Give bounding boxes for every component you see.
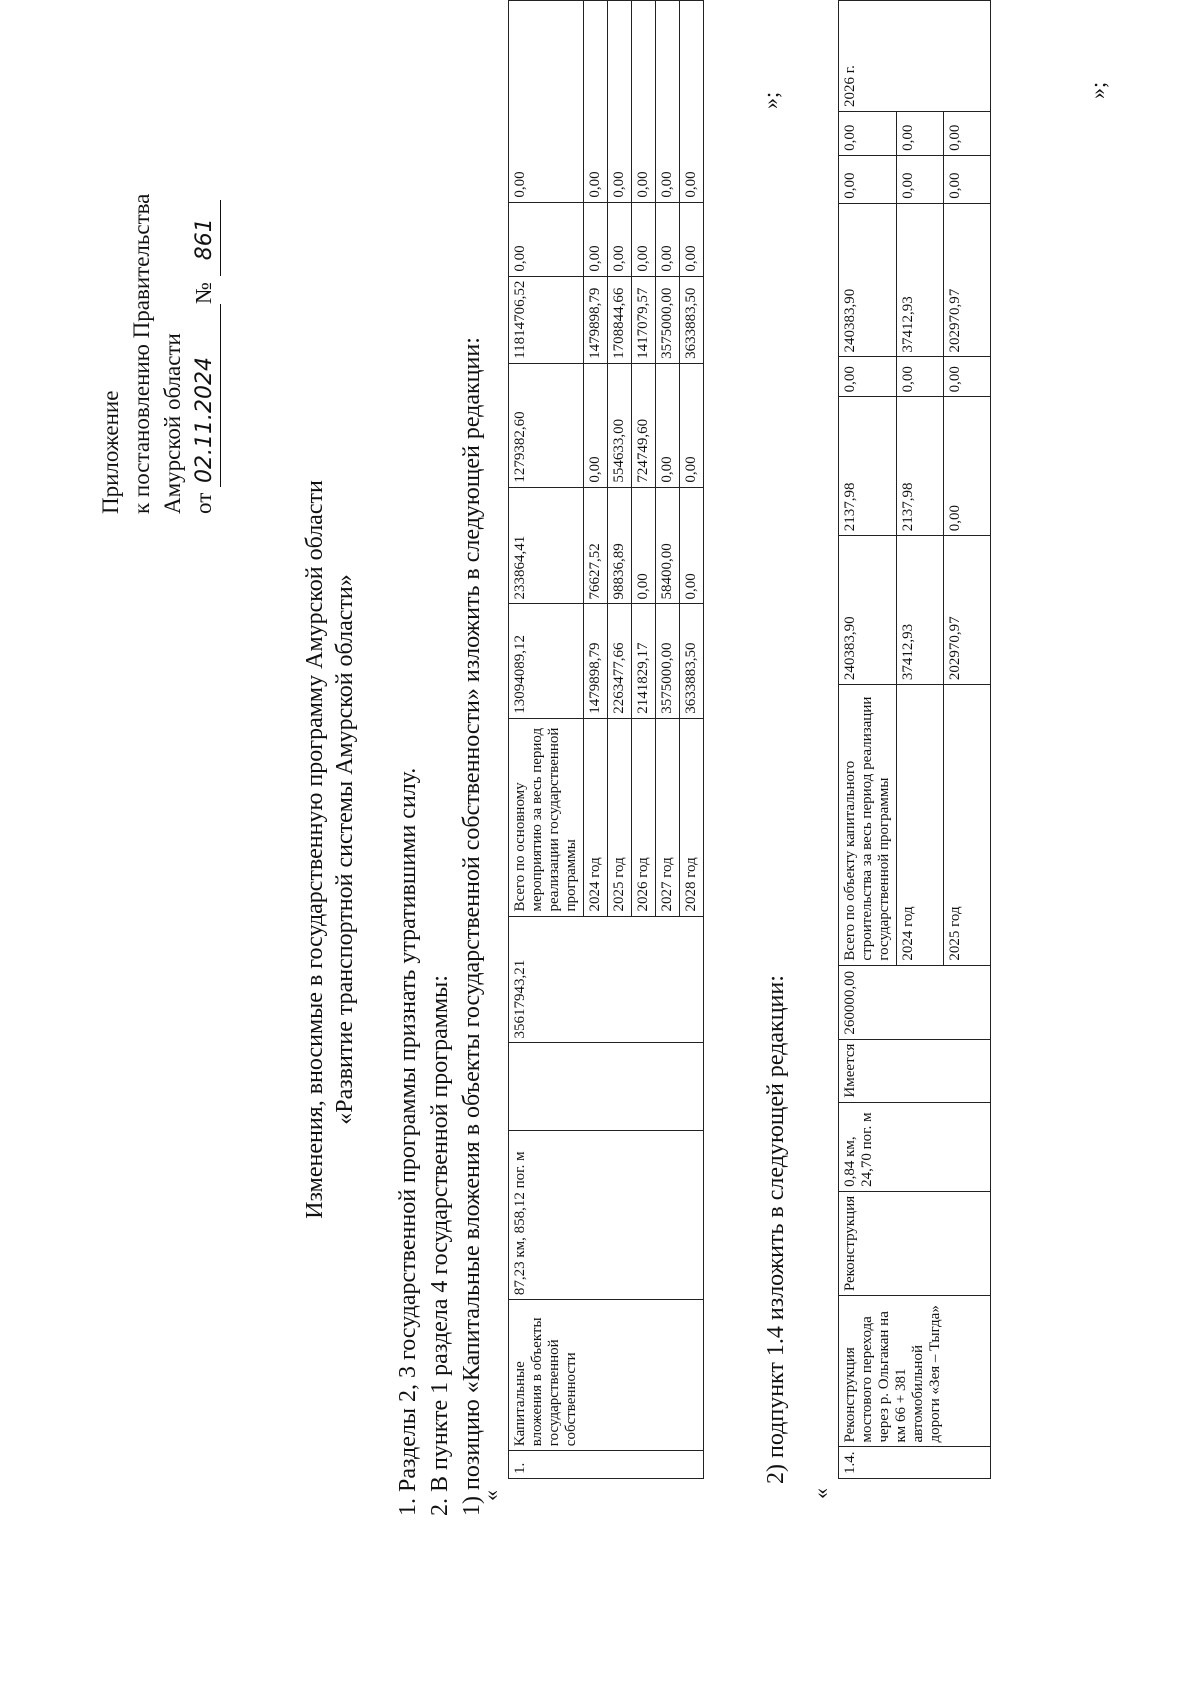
total-value: 2141829,17 — [632, 604, 656, 718]
value-cell: 202970,97 — [944, 203, 991, 357]
period-label: 2024 год — [584, 718, 608, 916]
estimated-cost: 260000,00 — [839, 965, 991, 1039]
capacity: 0,84 км, 24,70 пог. м — [839, 1102, 991, 1191]
resolution-date: 02.11.2024 — [189, 304, 221, 487]
value-cell: 0,00 — [680, 1, 704, 203]
total-value: 2263477,66 — [608, 604, 632, 718]
paragraph-3: 1) позицию «Капитальные вложения в объекты государственной собственности» изложить в следующей редакции: — [459, 337, 485, 1516]
period-label: 2025 год — [608, 718, 632, 916]
value-cell: 3633883,50 — [680, 276, 704, 363]
value-cell: 0,00 — [839, 155, 897, 203]
value-cell: 0,00 — [632, 1, 656, 203]
value-cell: 0,00 — [897, 112, 944, 156]
value-cell: 0,00 — [680, 202, 704, 276]
paragraph-1: 1. Разделы 2, 3 государственной программы признать утратившими силу. — [395, 767, 421, 1516]
closing-quote: »; — [1085, 81, 1110, 99]
total-value: 37412,93 — [897, 536, 944, 685]
value-cell: 0,00 — [897, 357, 944, 397]
appendix-date-line — [188, 194, 221, 514]
period-label: 2027 год — [656, 718, 680, 916]
value-cell: 1479898,79 — [584, 276, 608, 363]
value-cell: 1708844,66 — [608, 276, 632, 363]
value-cell: 0,00 — [944, 112, 991, 156]
closing-quote: »; — [758, 91, 783, 109]
period-label: 2024 год — [897, 685, 944, 966]
value-cell: 240383,90 — [839, 203, 897, 357]
total-value: 3633883,50 — [680, 604, 704, 718]
period-label: Всего по объекту капитального строительства за весь период реализации государственной программы — [839, 685, 897, 966]
value-cell: 0,00 — [509, 1, 584, 203]
value-cell: 37412,93 — [897, 203, 944, 357]
opening-quote: « — [478, 1490, 503, 1501]
value-cell: 0,00 — [608, 1, 632, 203]
value-cell: 0,00 — [944, 357, 991, 397]
period-label: 2028 год — [680, 718, 704, 916]
total-value: 240383,90 — [839, 536, 897, 685]
object-name: Капитальные вложения в объекты государственной собственности — [509, 1300, 704, 1451]
resolution-number: 861 — [189, 200, 221, 276]
value-cell: 0,00 — [897, 155, 944, 203]
value-cell: 1279382,60 — [509, 363, 584, 487]
value-cell: 2137,98 — [839, 397, 897, 536]
row-number: 1.4. — [839, 1447, 991, 1479]
value-cell: 0,00 — [632, 487, 656, 604]
total-value: 1479898,79 — [584, 604, 608, 718]
paragraph-2: 2. В пункте 1 раздела 4 государственной программы: — [427, 975, 453, 1516]
estimated-cost: 35617943,21 — [509, 916, 704, 1043]
row-number: 1. — [509, 1451, 704, 1479]
value-cell: 11814706,52 — [509, 276, 584, 363]
design-status: Имеется — [839, 1039, 991, 1102]
value-cell: 554633,00 — [608, 363, 632, 487]
value-cell: 0,00 — [944, 397, 991, 536]
document-subtitle: «Развитие транспортной системы Амурской области» — [332, 574, 358, 1125]
value-cell: 0,00 — [584, 363, 608, 487]
value-cell: 0,00 — [632, 202, 656, 276]
value-cell: 76627,52 — [584, 487, 608, 604]
value-cell: 0,00 — [656, 202, 680, 276]
total-value: 3575000,00 — [656, 604, 680, 718]
opening-quote: « — [808, 1488, 833, 1499]
appendix-title: Приложение — [98, 390, 123, 514]
value-cell: 0,00 — [584, 1, 608, 203]
appendix-line: Амурской области — [160, 333, 185, 514]
number-label: № — [191, 282, 216, 304]
appendix-line: к постановлению Правительства — [129, 193, 154, 514]
document-title: Изменения, вносимые в государственную программу Амурской области — [302, 480, 328, 1219]
period-label: Всего по основному мероприятию за весь период реализации государственной программы — [509, 718, 584, 916]
capital-investments-table — [508, 0, 704, 1479]
value-cell: 1417079,57 — [632, 276, 656, 363]
total-value: 202970,97 — [944, 536, 991, 685]
value-cell: 0,00 — [680, 487, 704, 604]
value-cell: 0,00 — [680, 363, 704, 487]
value-cell: 3575000,00 — [656, 276, 680, 363]
value-cell: 2137,98 — [897, 397, 944, 536]
work-type: Реконструкция — [839, 1191, 991, 1295]
value-cell: 0,00 — [608, 202, 632, 276]
value-cell: 0,00 — [839, 112, 897, 156]
period-label: 2026 год — [632, 718, 656, 916]
status-cell — [509, 1043, 704, 1131]
period-label: 2025 год — [944, 685, 991, 966]
completion-year: 2026 г. — [839, 1, 991, 112]
value-cell: 0,00 — [509, 202, 584, 276]
value-cell: 233864,41 — [509, 487, 584, 604]
object-name: Реконструкция мостового перехода через р. Ольгакан на км 66 + 381 автомобильной дороги «Зея – Тыгда» — [839, 1296, 991, 1447]
capacity: 87,23 км, 858,12 пог. м — [509, 1131, 704, 1300]
value-cell: 0,00 — [584, 202, 608, 276]
paragraph-4: 2) подпункт 1.4 изложить в следующей редакции: — [763, 975, 789, 1484]
value-cell: 0,00 — [839, 357, 897, 397]
value-cell: 58400,00 — [656, 487, 680, 604]
value-cell: 98836,89 — [608, 487, 632, 604]
object-1-4-table — [838, 0, 991, 1479]
value-cell: 0,00 — [656, 1, 680, 203]
appendix-block — [95, 194, 221, 514]
total-value: 13094089,12 — [509, 604, 584, 718]
value-cell: 724749,60 — [632, 363, 656, 487]
value-cell: 0,00 — [944, 155, 991, 203]
from-label: от — [191, 492, 216, 514]
value-cell: 0,00 — [656, 363, 680, 487]
